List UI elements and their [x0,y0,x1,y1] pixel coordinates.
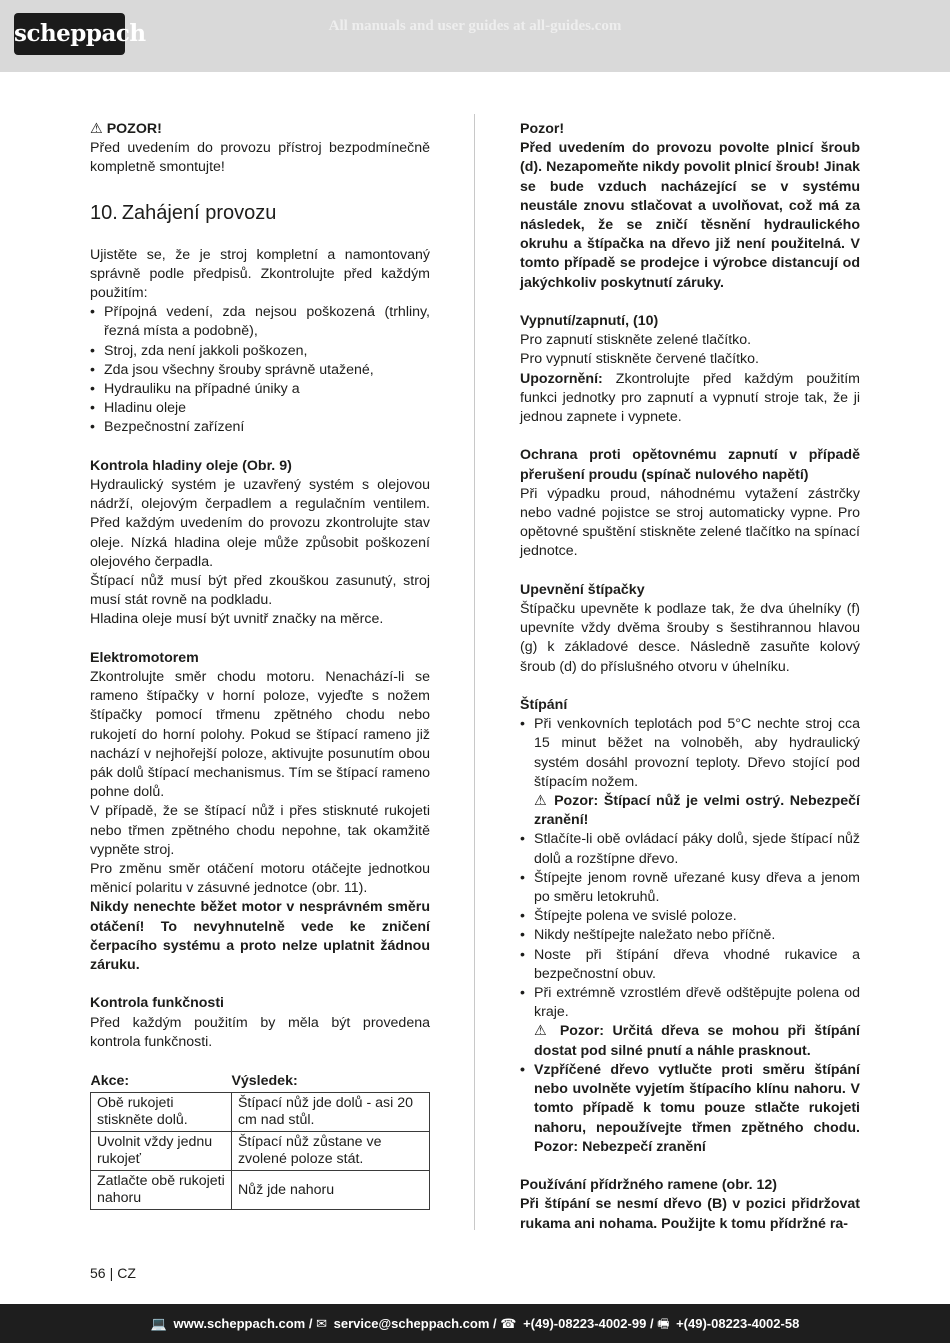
page-language: CZ [117,1265,136,1281]
checklist [90,303,430,437]
list-item: • Štípejte polena ve svislé poloze. [520,907,860,926]
table-cell-result: Štípací nůž zůstane ve zvolené poloze stát. [231,1132,429,1171]
onoff-on-text: Pro zapnutí stiskněte zelené tlačítko. [520,332,752,349]
restart-heading: Ochrana proti opětovnému zapnutí v případě přerušení proudu (spínač nulového napětí) [520,447,860,483]
list-item: • Přípojná vedení, zda nejsou poškozená (trhliny, řezná místa a podobně), [90,303,430,341]
page-number-value: 56 [90,1265,106,1281]
list-item: • Noste při štípání dřeva vhodné rukavice a bezpečnostní obuv. [520,946,860,984]
scheppach-logo: scheppach [14,13,125,55]
holder-text: Při štípání se nesmí dřevo (B) v pozici přidržovat rukama ani nohama. Použijte k tomu přídržné ra- [520,1196,860,1232]
warning-title: POZOR! [106,121,162,137]
footer-phone: +(49)-08223-4002-99 [523,1316,647,1331]
left-column [90,120,430,1210]
oil-text: Hladina oleje musí být uvnitř značky na měrce. [90,611,384,628]
page-header [0,0,950,72]
table-cell-action: Obě rukojeti stiskněte dolů. [91,1093,232,1132]
split-heading: Štípání [520,697,568,714]
list-item: • Hydrauliku na případné úniky a [90,380,430,399]
oil-heading: Kontrola hladiny oleje (Obr. 9) [90,457,292,474]
intro-text: Ujistěte se, že je stroj kompletní a namontovaný správně podle předpisů. Zkontrolujte před každým použitím: [90,246,430,302]
table-cell-action: Zatlačte obě rukojeti nahoru [91,1171,232,1210]
split-warning: ⚠ Pozor: Určitá dřeva se mohou při štípání dostat pod silné pnutí a náhle prasknout. [534,1023,860,1059]
onoff-note-label: Upozornění: [520,370,603,387]
onoff-heading: Vypnutí/zapnutí, (10) [520,313,659,330]
split-item-text: Při venkovních teplotách pod 5°C nechte stroj cca 15 minut běžet na volnoběh, aby hydraulický systém dosáhl provozní teploty. Dřevo stojící pod štípacím nožem. [534,716,860,790]
warning-heading [90,120,430,139]
motor-warning: Nikdy nenechte běžet motor v nesprávném směru otáčení! To nevyhnutelně vede ke zničení čerpacího systému a proto nelze uplatnit žádnou záruku. [90,899,430,974]
split-list [520,715,860,1157]
onoff-note-text: Zkontrolujte před každým použitím funkci jednotky pro zapnutí a vypnutí stroje tak, že ji jednou zapnete i vypnete. [520,370,860,426]
oil-text: Hydraulický systém je uzavřený systém s olejovou nádrží, olejovým čerpadlem a regulačním ventilem. Před každým uvedením do provozu zkontrolujte stav oleje. Nízká hladina oleje může způsobit poškození olejového čerpadla. [90,477,430,570]
list-item: • Hladinu oleje [90,399,430,418]
warning-icon: ⚠ [534,793,549,810]
footer-web[interactable]: www.scheppach.com [173,1316,306,1331]
footer-email[interactable]: service@scheppach.com [333,1316,490,1331]
watermark-text: All manuals and user guides at all-guides.com [328,18,622,34]
page-number: 56 | CZ [90,1265,136,1281]
attention-title: Pozor! [520,121,565,137]
section-number: 10. [90,201,118,224]
table-cell-result: Štípací nůž jde dolů - asi 20 cm nad stůl. [231,1093,429,1132]
holder-heading: Používání přídržného ramene (obr. 12) [520,1177,778,1194]
motor-text: Zkontrolujte směr chodu motoru. Nenachází-li se rameno štípačky v horní poloze, vyjeďte s nožem štípačky pomocí třmenu zpětného chodu nebo rukojetí do horní polohy. Pokud se štípací rameno již nachází v nejhořejší poloze, aktivujte posunutím obou pák dolů štípací mechanismus. Tím se štípací rameno pohne dolů. [90,669,430,801]
mount-heading: Upevnění štípačky [520,581,645,598]
warning-text: Před uvedením do provozu přístroj bezpodmínečně kompletně smontujte! [90,140,430,176]
fax-icon: 🖷 [657,1316,670,1331]
function-text: Před každým použitím by měla být provedena kontrola funkčnosti. [90,1014,430,1050]
table-row [91,1132,430,1171]
list-item: • Bezpečnostní zařízení [90,418,430,437]
warning-icon: ⚠ [534,1023,552,1040]
phone-icon: ☎ [500,1316,517,1331]
motor-heading: Elektromotorem [90,649,199,666]
motor-text: V případě, že se štípací nůž i přes stisknuté rukojeti nebo třmen zpětného chodu nepohne, tak okamžitě vypněte stroj. [90,803,430,858]
column-divider [474,114,475,1230]
oil-text: Štípací nůž musí být před zkouškou zasunutý, stroj musí stát rovně na podkladu. [90,573,430,609]
list-item: • Nikdy neštípejte naležato nebo příčně. [520,926,860,945]
list-item: • Zda jsou všechny šrouby správně utažené, [90,361,430,380]
motor-text: Pro změnu směr otáčení motoru otáčejte jednotkou měnicí polaritu v zásuvné jednotce (obr. 11). [90,861,430,897]
table-header-action: Akce: [90,1073,130,1090]
onoff-note [520,370,860,428]
section-heading [90,178,430,246]
table-row [91,1171,430,1210]
table-cell-action: Uvolnit vždy jednu rukojeť [91,1132,232,1171]
footer-fax: +(49)-08223-4002-58 [676,1316,800,1331]
onoff-off-text: Pro vypnutí stiskněte červené tlačítko. [520,351,759,368]
table-row [91,1093,430,1132]
mail-icon: ✉ [316,1316,327,1331]
list-item [520,715,860,830]
list-item [520,984,860,1061]
right-column [520,120,860,1234]
section-title: Zahájení provozu [121,201,277,224]
list-item: • Stlačíte-li obě ovládací páky dolů, sjede štípací nůž dolů a rozštípne dřevo. [520,830,860,868]
restart-text: Při výpadku proud, náhodnému vytažení zástrčky nebo vadné pojistce se stroj automaticky vypne. Pro opětovné spuštění stiskněte zelené tlačítko na spínací jednotce. [520,485,860,560]
computer-icon: 💻 [150,1316,167,1331]
split-item-text: Při extrémně vzrostlém dřevě odštěpujte polena od kraje. [534,985,860,1021]
list-item: • Vzpříčené dřevo vytlučte proti směru štípání nebo uvolněte vyjetím štípacího klínu nahoru. V tomto případě k tomu pouze stlačte rukojeti nahoru, nepoužívejte třmen zpětného chodu. Pozor: Nebezpečí zranění [520,1061,860,1157]
table-header-result: Výsledek: [231,1073,298,1090]
attention-text: Před uvedením do provozu povolte plnicí šroub (d). Nezapomeňte nikdy povolit plnicí šroub! Jinak se bude vzduch nacházející se v systému neustále znovu stlačovat a uvolňovat, což má za následek, že se zničí těsnění hydraulického okruhu a štípačka na dřevo již není použitelná. V tomto případě se prodejce i výrobce distancují od jakýchkoliv poskytnutí záruky. [520,140,860,291]
split-warning: ⚠ Pozor: Štípací nůž je velmi ostrý. Nebezpečí zranění! [534,793,860,829]
page-footer: 💻 www.scheppach.com / ✉ service@scheppach.com / ☎ +(49)-08223-4002-99 / 🖷 +(49)-08223-4002-58 [0,1304,950,1343]
list-item: • Stroj, zda není jakkoli poškozen, [90,342,430,361]
function-table [90,1073,430,1210]
list-item: • Štípejte jenom rovně uřezané kusy dřeva a jenom po směru letokruhů. [520,869,860,907]
table-cell-result: Nůž jde nahoru [231,1171,429,1210]
warning-icon: ⚠ [90,121,103,137]
function-heading: Kontrola funkčnosti [90,995,224,1012]
mount-text: Štípačku upevněte k podlaze tak, že dva úhelníky (f) upevníte vždy dvěma šrouby s šestihrannou hlavou (g) k základové desce. Následně zasuňte kolový šroub (d) do příslušného otvoru v úhelníku. [520,601,860,675]
